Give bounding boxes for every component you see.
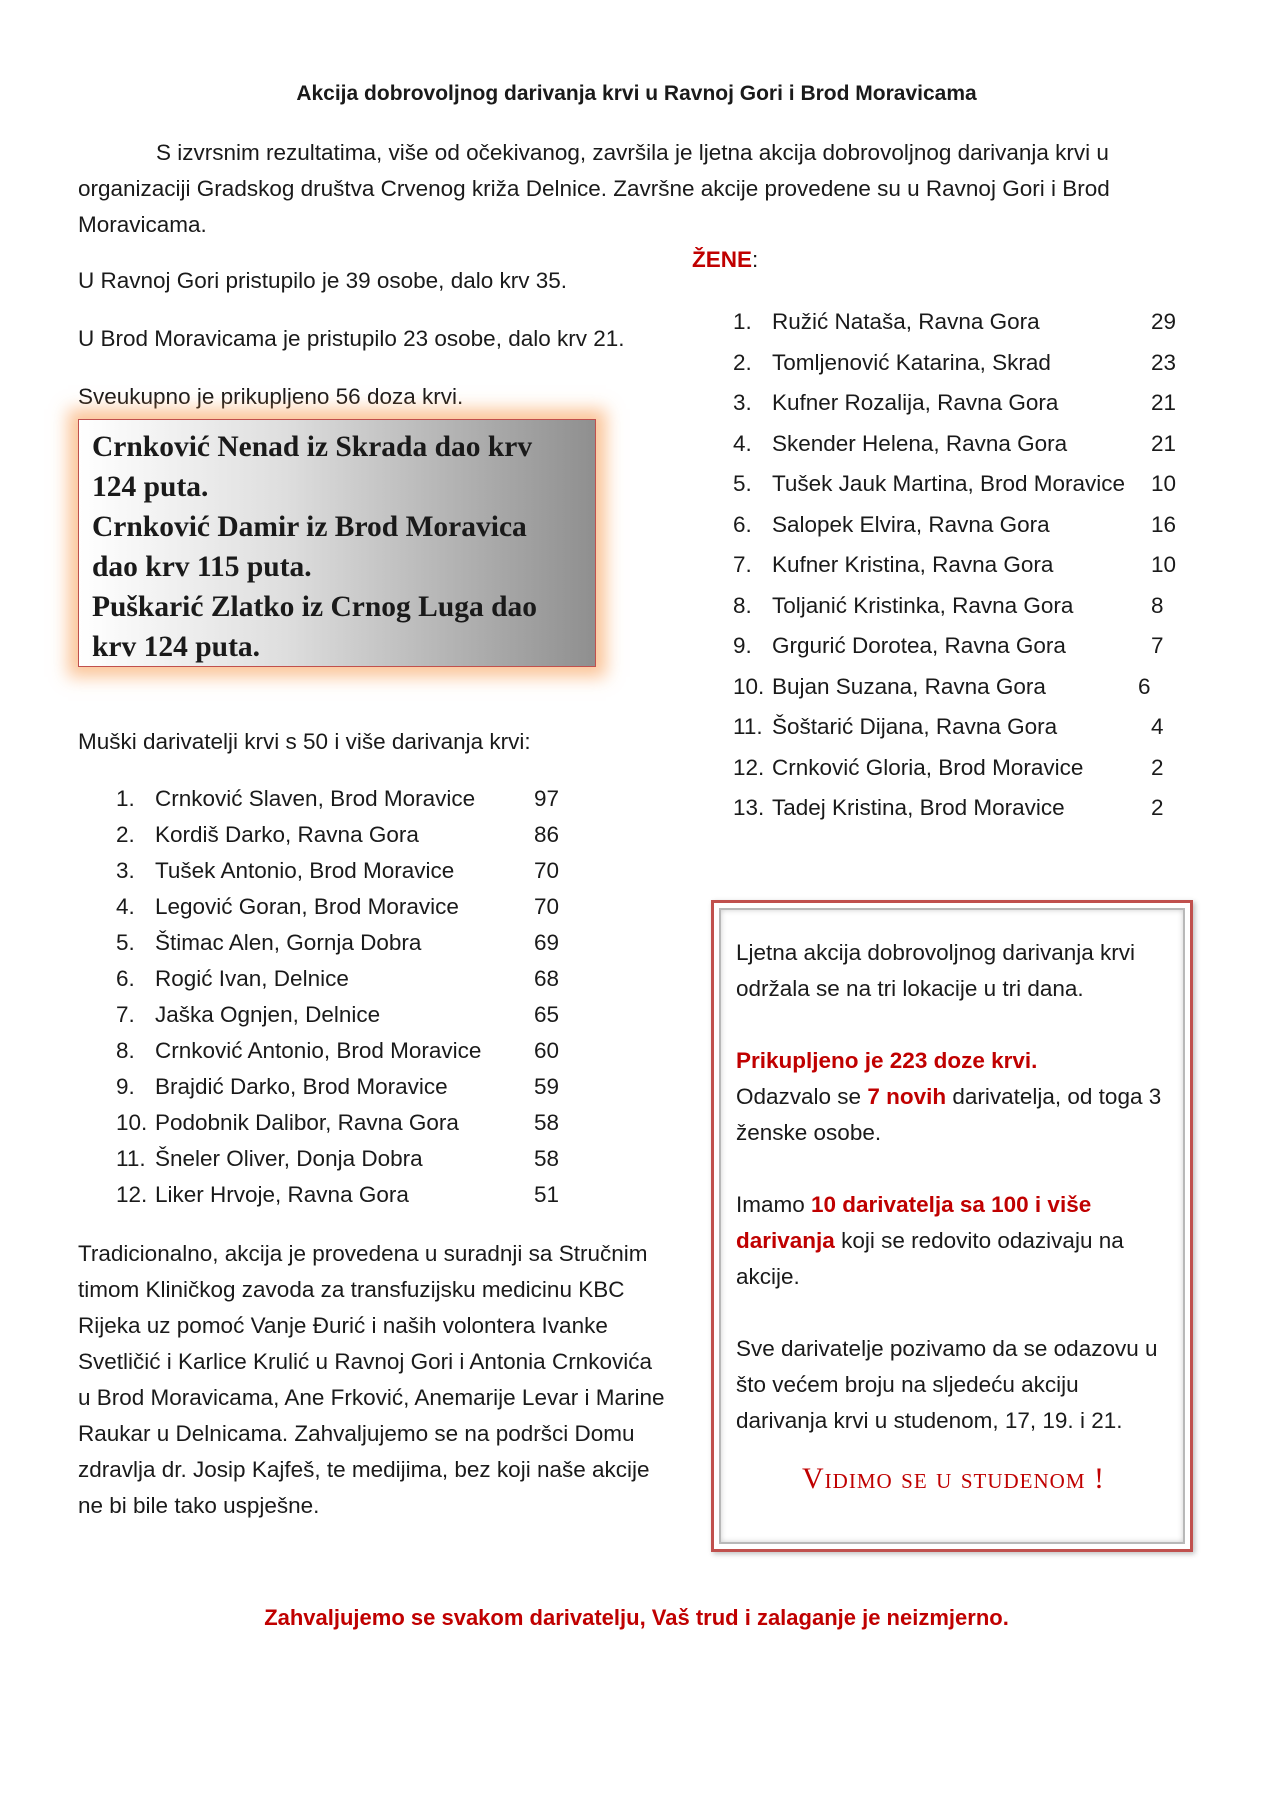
item-number: 7. xyxy=(116,1002,135,1027)
list-item xyxy=(116,822,576,852)
donation-count: 69 xyxy=(534,930,560,955)
donation-count: 70 xyxy=(534,894,560,919)
male-donors-heading: Muški darivatelji krvi s 50 i više darivanja krvi: xyxy=(78,729,531,754)
new-donors-line xyxy=(736,1079,1171,1115)
list-item xyxy=(733,471,1183,501)
regular-donors-highlight: 10 darivatelja sa 100 i više xyxy=(811,1192,1092,1217)
item-number: 11. xyxy=(116,1146,146,1171)
donation-count: 8 xyxy=(1151,592,1164,618)
donor-name: Crnković Slaven, Brod Moravice xyxy=(155,786,476,811)
item-number: 6. xyxy=(116,966,135,991)
list-item xyxy=(733,755,1183,785)
donation-count: 68 xyxy=(534,966,560,991)
list-item xyxy=(116,930,576,960)
donor-name: Grgurić Dorotea, Ravna Gora xyxy=(772,633,1066,658)
item-number: 9. xyxy=(733,633,752,658)
donor-name: Brajdić Darko, Brod Moravice xyxy=(155,1074,448,1099)
item-number: 12. xyxy=(116,1182,148,1207)
donor-name: Legović Goran, Brod Moravice xyxy=(155,894,459,919)
item-number: 5. xyxy=(733,471,752,496)
collected-doses: Prikupljeno je 223 doze krvi. xyxy=(736,1048,1038,1073)
summary-text: održala se na tri lokacije u tri dana. xyxy=(736,976,1084,1001)
donor-name: Šoštarić Dijana, Ravna Gora xyxy=(772,714,1058,739)
new-donors-count: 7 novih xyxy=(867,1084,947,1109)
summary-box xyxy=(711,900,1193,1552)
intro-line: organizaciji Gradskog društva Crvenog križa Delnice. Završne akcije provedene su u Ravnoj Gori i Brod xyxy=(78,176,1110,201)
record-line: krv 124 puta. xyxy=(92,631,261,663)
item-number: 6. xyxy=(733,511,752,537)
donation-count: 7 xyxy=(1151,633,1164,658)
donor-name: Štimac Alen, Gornja Dobra xyxy=(155,930,422,955)
donor-name: Kufner Rozalija, Ravna Gora xyxy=(772,390,1059,415)
list-item xyxy=(116,1002,576,1032)
donor-name: Tomljenović Katarina, Skrad xyxy=(772,349,1051,375)
donation-count: 58 xyxy=(534,1110,560,1135)
item-number: 5. xyxy=(116,930,135,955)
item-number: 10. xyxy=(733,673,765,699)
record-line: Crnković Damir iz Brod Moravica xyxy=(92,511,527,543)
donation-count: 51 xyxy=(534,1182,560,1207)
donor-name: Tušek Antonio, Brod Moravice xyxy=(155,858,455,883)
donation-count: 86 xyxy=(534,822,560,847)
item-number: 8. xyxy=(116,1038,135,1063)
list-item xyxy=(116,894,576,924)
summary-text: darivatelja, od toga 3 xyxy=(946,1084,1162,1109)
item-number: 2. xyxy=(733,349,752,375)
list-item xyxy=(116,966,576,996)
list-item xyxy=(733,795,1183,825)
donation-count: 21 xyxy=(1151,390,1177,415)
list-item xyxy=(733,674,1183,704)
item-number: 3. xyxy=(733,390,752,415)
list-item xyxy=(116,1038,576,1068)
intro-line: Moravicama. xyxy=(78,212,207,237)
record-line: 124 puta. xyxy=(92,471,209,503)
item-number: 1. xyxy=(116,786,135,811)
list-item xyxy=(733,431,1183,461)
item-number: 3. xyxy=(116,858,135,883)
list-item xyxy=(116,1182,576,1212)
closing-line: Tradicionalno, akcija je provedena u suradnji sa Stručnim xyxy=(78,1241,648,1266)
donor-name: Kordiš Darko, Ravna Gora xyxy=(155,822,419,847)
summary-text: Ljetna akcija dobrovoljnog darivanja krvi xyxy=(736,940,1135,965)
footer-thanks: Zahvaljujemo se svakom darivatelju, Vaš trud i zalaganje je neizmjerno. xyxy=(264,1605,1009,1630)
donation-count: 29 xyxy=(1151,309,1177,334)
item-number: 10. xyxy=(116,1110,148,1135)
intro-line: S izvrsnim rezultatima, više od očekivanog, završila je ljetna akcija dobrovoljnog darivanja krvi u xyxy=(156,140,1109,165)
closing-line: Svetličić i Karlice Krulić u Ravnoj Gori i Antonia Crnkovića xyxy=(78,1349,652,1374)
donation-count: 70 xyxy=(534,858,560,883)
item-number: 1. xyxy=(733,309,752,334)
female-heading-colon: : xyxy=(752,247,759,272)
closing-paragraph xyxy=(78,1236,682,1524)
regular-donors-line xyxy=(736,1187,1171,1223)
donation-count: 6 xyxy=(1138,673,1151,699)
list-item xyxy=(733,633,1183,663)
summary-text: Imamo xyxy=(736,1192,812,1217)
donor-name: Toljanić Kristinka, Ravna Gora xyxy=(772,592,1074,618)
list-item xyxy=(733,552,1183,582)
summary-text: akcije. xyxy=(736,1264,800,1289)
record-donors-box xyxy=(78,419,596,667)
summary-text: što većem broju na sljedeću akciju xyxy=(736,1372,1079,1397)
closing-line: ne bi bile tako uspješne. xyxy=(78,1493,320,1518)
list-item xyxy=(116,786,576,816)
page-title: Akcija dobrovoljnog darivanja krvi u Ravnoj Gori i Brod Moravicama xyxy=(296,82,977,105)
list-item xyxy=(733,512,1183,542)
donor-name: Crnković Antonio, Brod Moravice xyxy=(155,1038,482,1063)
list-item xyxy=(733,593,1183,623)
see-you-slogan: Vidimo se u studenom ! xyxy=(802,1462,1105,1495)
item-number: 13. xyxy=(733,795,765,820)
donation-count: 97 xyxy=(534,786,560,811)
intro-paragraph xyxy=(78,135,1164,243)
summary-text: ženske osobe. xyxy=(736,1120,882,1145)
donation-count: 21 xyxy=(1151,430,1177,456)
list-item xyxy=(116,1146,576,1176)
item-number: 12. xyxy=(733,754,765,780)
closing-line: Rijeka uz pomoć Vanje Đurić i naših volontera Ivanke xyxy=(78,1313,608,1338)
donor-name: Ružić Nataša, Ravna Gora xyxy=(772,309,1040,334)
female-heading-text: ŽENE xyxy=(692,247,753,272)
regular-donors-line xyxy=(736,1223,1171,1259)
closing-line: timom Kliničkog zavoda za transfuzijsku medicinu KBC xyxy=(78,1277,625,1302)
list-item xyxy=(116,1074,576,1104)
ravna-gora-stats: U Ravnoj Gori pristupilo je 39 osobe, dalo krv 35. xyxy=(78,268,568,293)
donation-count: 10 xyxy=(1151,471,1177,496)
donation-count: 65 xyxy=(534,1002,560,1027)
donation-count: 4 xyxy=(1151,714,1164,739)
donor-name: Salopek Elvira, Ravna Gora xyxy=(772,511,1050,537)
item-number: 4. xyxy=(116,894,135,919)
donation-count: 23 xyxy=(1151,349,1177,375)
item-number: 9. xyxy=(116,1074,135,1099)
summary-text: Sve darivatelje pozivamo da se odazovu u xyxy=(736,1336,1158,1361)
donation-count: 16 xyxy=(1151,511,1177,537)
item-number: 11. xyxy=(733,714,763,739)
donation-count: 2 xyxy=(1151,754,1164,780)
closing-line: zdravlja dr. Josip Kajfeš, te medijima, bez koji naše akcije xyxy=(78,1457,650,1482)
summary-text: koji se redovito odazivaju na xyxy=(834,1228,1124,1253)
list-item xyxy=(116,858,576,888)
donation-count: 60 xyxy=(534,1038,560,1063)
donation-count: 2 xyxy=(1151,795,1164,820)
summary-box-inner xyxy=(719,908,1185,1544)
record-line: Crnković Nenad iz Skrada dao krv xyxy=(92,431,533,463)
donor-name: Liker Hrvoje, Ravna Gora xyxy=(155,1182,409,1207)
record-line: dao krv 115 puta. xyxy=(92,551,312,583)
list-item xyxy=(116,1110,576,1140)
list-item xyxy=(733,390,1183,420)
record-line: Puškarić Zlatko iz Crnog Luga dao xyxy=(92,591,538,623)
donation-count: 59 xyxy=(534,1074,560,1099)
donor-name: Jaška Ognjen, Delnice xyxy=(155,1002,381,1027)
closing-line: u Brod Moravicama, Ane Frković, Anemarije Levar i Marine xyxy=(78,1385,665,1410)
donor-name: Tadej Kristina, Brod Moravice xyxy=(772,795,1065,820)
item-number: 2. xyxy=(116,822,135,847)
donor-name: Skender Helena, Ravna Gora xyxy=(772,430,1068,456)
list-item xyxy=(733,309,1183,339)
donor-name: Tušek Jauk Martina, Brod Moravice xyxy=(772,471,1126,496)
item-number: 8. xyxy=(733,592,752,618)
closing-line: Raukar u Delnicama. Zahvaljujemo se na podršci Domu xyxy=(78,1421,635,1446)
donor-name: Podobnik Dalibor, Ravna Gora xyxy=(155,1110,459,1135)
donor-name: Bujan Suzana, Ravna Gora xyxy=(772,673,1046,699)
donation-count: 58 xyxy=(534,1146,560,1171)
female-donors-heading xyxy=(692,247,758,273)
donor-name: Kufner Kristina, Ravna Gora xyxy=(772,552,1054,577)
total-stats: Sveukupno je prikupljeno 56 doza krvi. xyxy=(78,384,464,409)
item-number: 4. xyxy=(733,430,752,456)
donor-name: Crnković Gloria, Brod Moravice xyxy=(772,754,1084,780)
brod-moravice-stats: U Brod Moravicama je pristupilo 23 osobe, dalo krv 21. xyxy=(78,326,625,351)
donation-count: 10 xyxy=(1151,552,1177,577)
item-number: 7. xyxy=(733,552,752,577)
donor-name: Rogić Ivan, Delnice xyxy=(155,966,349,991)
donor-name: Šneler Oliver, Donja Dobra xyxy=(155,1146,423,1171)
summary-text: darivanja krvi u studenom, 17, 19. i 21. xyxy=(736,1408,1123,1433)
regular-donors-highlight: darivanja xyxy=(736,1228,835,1253)
list-item xyxy=(733,350,1183,380)
list-item xyxy=(733,714,1183,744)
summary-text: Odazvalo se xyxy=(736,1084,868,1109)
